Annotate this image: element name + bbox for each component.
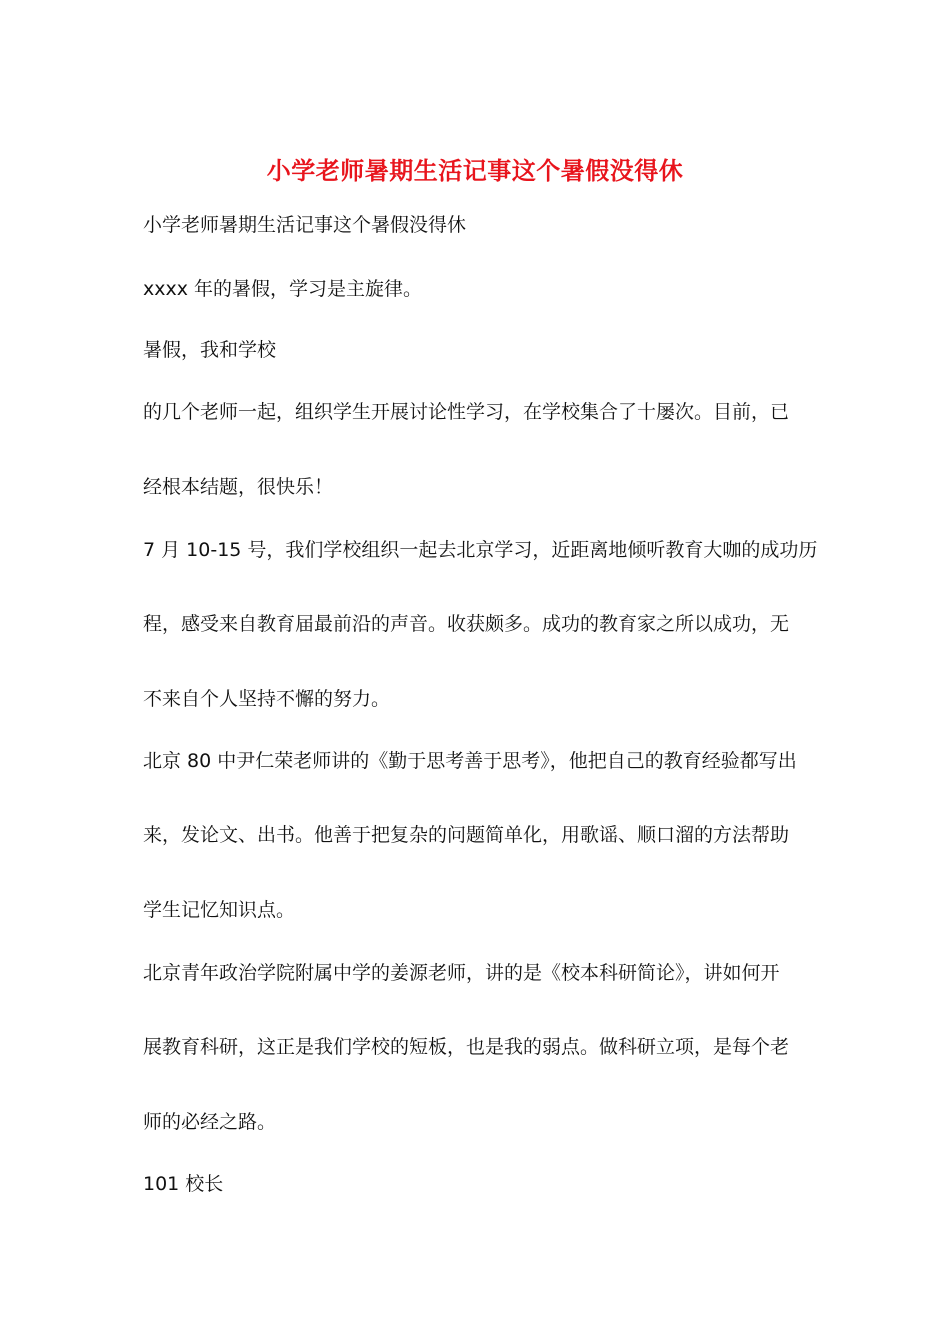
body-line: 不来自个人坚持不懈的努力。 [143,688,391,710]
body-line: xxxx 年的暑假，学习是主旋律。 [143,278,423,300]
body-line: 小学老师暑期生活记事这个暑假没得休 [143,214,467,236]
body-line: 展教育科研，这正是我们学校的短板，也是我的弱点。做科研立项，是每个老 [143,1036,790,1058]
body-line: 暑假，我和学校 [143,339,277,361]
body-line: 来，发论文、出书。他善于把复杂的问题简单化，用歌谣、顺口溜的方法帮助 [143,824,790,846]
document-title: 小学老师暑期生活记事这个暑假没得休 [266,156,684,185]
body-line: 学生记忆知识点。 [143,899,296,921]
body-line: 的几个老师一起，组织学生开展讨论性学习，在学校集合了十屡次。目前，已 [143,401,790,423]
body-line: 北京青年政治学院附属中学的姜源老师，讲的是《校本科研简论》，讲如何开 [143,962,780,984]
body-line: 北京 80 中尹仁荣老师讲的《勤于思考善于思考》，他把自己的教育经验都写出 [143,750,797,772]
body-line: 101 校长 [143,1173,224,1195]
body-line: 师的必经之路。 [143,1111,277,1133]
body-line: 程，感受来自教育届最前沿的声音。收获颇多。成功的教育家之所以成功，无 [143,613,790,635]
body-line: 7 月 10-15 号，我们学校组织一起去北京学习，近距离地倾听教育大咖的成功历 [143,539,818,561]
body-line: 经根本结题，很快乐！ [143,476,334,498]
